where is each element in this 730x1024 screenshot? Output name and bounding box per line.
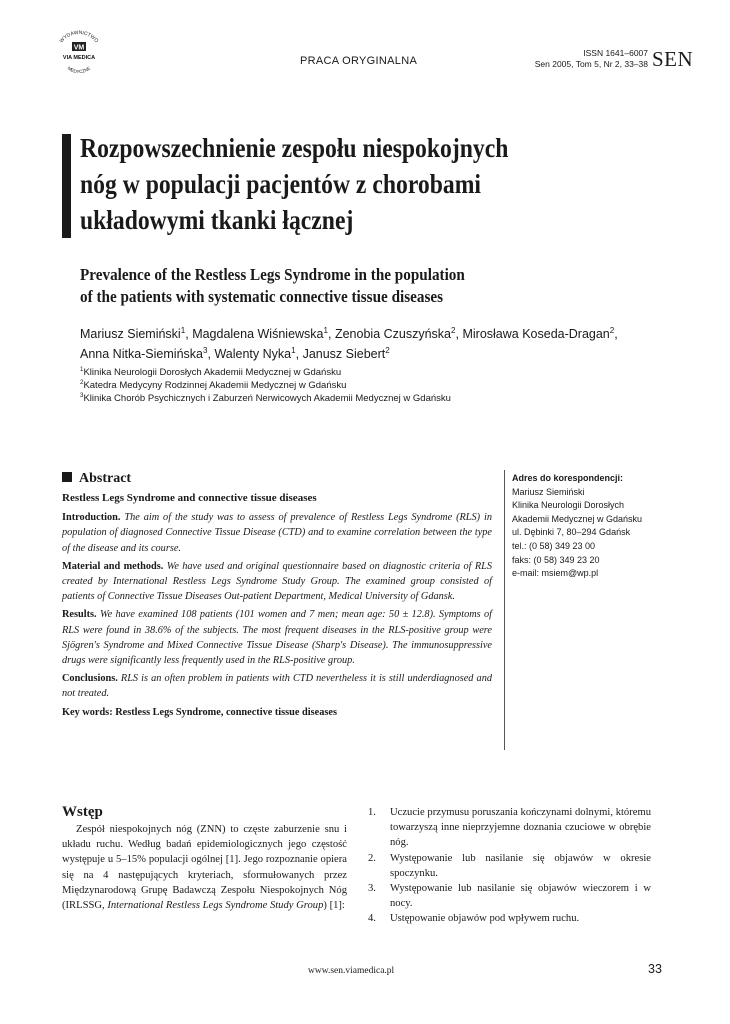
title-bar [62, 134, 71, 238]
publisher-logo [48, 28, 110, 78]
keywords: Key words: Restless Legs Syndrome, connective tissue diseases [62, 706, 337, 718]
affiliation: $^3$Klinika Chorób Psychicznych i Zaburzeń Nerwicowych Akademii Medycznej w Gdańsku [80, 391, 451, 404]
correspondence-box [512, 472, 712, 581]
affiliation: $^2$Katedra Medycyny Rodzinnej Akademii Medycznej w Gdańsku [80, 378, 347, 391]
footer-url[interactable]: www.sen.viamedica.pl [308, 966, 395, 976]
title-line: Prevalence of the Restless Legs Syndrome in the population [80, 265, 465, 284]
correspondence-line: ul. Dębinki 7, 80–294 Gdańsk [512, 527, 631, 538]
list-item: 3. Występowanie lub nasilanie się objawów wieczorem i w nocy. [368, 883, 651, 910]
svg-text:VM: VM [73, 44, 85, 52]
correspondence-email[interactable]: e-mail: msiem@wp.pl [512, 568, 599, 579]
abstract-section: Conclusions. RLS is an often problem in patients with CTD nevertheless it is still underdiagnosed and not treated. [62, 673, 492, 700]
affiliations [80, 366, 680, 405]
title-line: of the patients with systematic connective tissue diseases [80, 287, 444, 306]
author: Mariusz Siemiński$^1$, [80, 325, 193, 341]
correspondence-line: Klinika Neurologii Dorosłych [512, 500, 625, 511]
correspondence-line: Akademii Medycznej w Gdańsku [512, 513, 643, 524]
abstract-body [62, 491, 492, 723]
logo-text: VIA MEDICA [62, 55, 96, 61]
author: Walenty Nyka$^1$, [214, 345, 303, 361]
author: Mirosława Koseda-Dragan$^2$, [462, 325, 618, 341]
title-line: nóg w populacji pacjentów z chorobami [80, 168, 481, 199]
title-english [80, 264, 465, 308]
issn: ISSN 1641–6007 [583, 48, 648, 58]
logo-arc-top: WYDAWNICTWO [58, 29, 100, 45]
square-bullet-icon [62, 472, 72, 482]
author: Zenobia Czuszyńska$^2$, [334, 325, 463, 341]
author: Anna Nitka-Siemińska$^3$, [80, 345, 215, 361]
correspondence-line: tel.: (0 58) 349 23 00 [512, 540, 596, 551]
page-number: 33 [648, 962, 662, 976]
abstract-heading: Abstract [62, 471, 131, 487]
divider [504, 470, 505, 750]
title-polish [80, 130, 596, 238]
journal-name: SEN [652, 47, 694, 71]
abstract-subtitle: Restless Legs Syndrome and connective tissue diseases [62, 492, 317, 504]
author: Magdalena Wiśniewska$^1$, [192, 325, 335, 341]
section-label: PRACA ORYGINALNA [300, 55, 418, 67]
affiliation: $^1$Klinika Neurologii Dorosłych Akademii Medycznej w Gdańsku [80, 365, 342, 378]
abstract-section: Material and methods. We have used and original questionnaire based on diagnostic criteria of RLS created by International Restless Legs Syndrome Study Group. The examined group consisted of patients of Connective Tissue Diseases Out-patient Department, Medical University of Gdansk. [62, 560, 492, 603]
citation: Sen 2005, Tom 5, Nr 2, 33–38 [534, 59, 648, 69]
correspondence-line: faks: (0 58) 349 23 20 [512, 554, 600, 565]
list-item: 2. Występowanie lub nasilanie się objawów w okresie spoczynku. [368, 852, 651, 879]
title-line: układowymi tkanki łącznej [80, 204, 354, 235]
intro-paragraph: Zespół niespokojnych nóg (ZNN) to częste zaburzenie snu i układu ruchu. Według badań epidemiologicznych jego częstość występuje u 5–15% populacji ogólnej [1]. Jego rozpoznanie opiera się na 4 następujących kryteriach, sformułowanych przez Międzynarodową Grupę Badawczą Zespołu Niespokojnych Nóg (IRLSSG, International Restless Legs Syndrome Study Group) [1]: [62, 824, 347, 912]
svg-text:MEDYCZNE [67, 66, 92, 75]
criteria-list [368, 805, 651, 927]
correspondence-line: Mariusz Siemiński [512, 486, 585, 497]
abstract-section: Results. We have examined 108 patients (101 women and 7 men; mean age: 50 ± 12.8). Symptoms of RLS were found in 38.6% of the subjects. The most frequent diseases in the RLS-positive group were Sjögren's Syndrome and Mixed Connective Tissue Disease (Sharp's Disease). The immunosuppressive drugs were significantly less frequently used in the RLS-positive group. [62, 609, 493, 667]
author: Janusz Siebert$^2$ [302, 345, 390, 361]
intro-heading: Wstęp [62, 804, 103, 820]
authors [80, 324, 680, 364]
list-item: 1. Uczucie przymusu poruszania kończynami dolnymi, któremu towarzyszą inne nieprzyjemne doznania czuciowe w obrębie nóg. [368, 807, 651, 849]
logo-arc-bottom: MEDYCZNE [66, 65, 92, 75]
list-item: 4. Ustępowanie objawów pod wpływem ruchu. [368, 913, 580, 925]
issn-block [500, 48, 648, 70]
abstract-section: Introduction. The aim of the study was to assess of prevalence of Restless Legs Syndrome (RLS) in population of diagnosed Connective Tissue Disease (CTD) and to examine correlation between the type of the disease and its course. [62, 512, 492, 554]
title-line: Rozpowszechnienie zespołu niespokojnych [80, 132, 509, 163]
correspondence-heading: Adres do korespondencji: [512, 473, 624, 483]
